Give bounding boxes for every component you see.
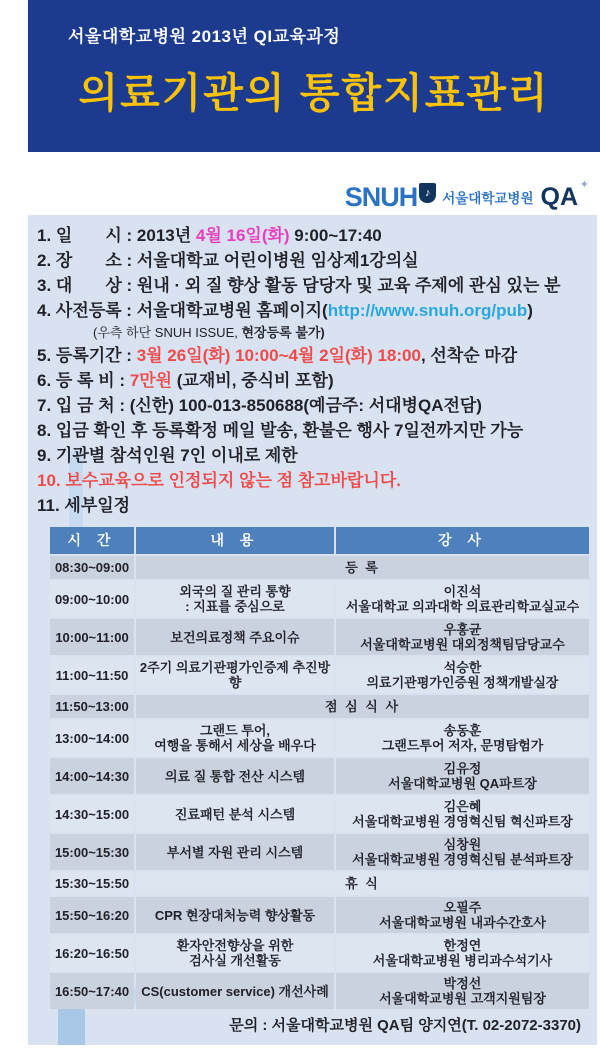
schedule-time: 16:50~17:40 (50, 973, 134, 1009)
schedule-content: 부서별 자원 관리 시스템 (136, 834, 334, 870)
hospital-name-text: 서울대학교병원 (442, 191, 534, 206)
info-segment: 2. 장 소 : 서울대학교 어린이병원 임상제1강의실 (37, 251, 419, 270)
schedule-header-content: 내 용 (136, 527, 334, 554)
info-line (37, 323, 591, 343)
schedule-time: 11:50~13:00 (50, 695, 134, 718)
schedule-row (50, 758, 589, 794)
schedule-row (50, 657, 589, 693)
info-segment: 1. 일 시 : 2013년 (37, 226, 196, 245)
info-segment: 6. 등 록 비 : (37, 371, 130, 390)
info-line (37, 298, 591, 323)
schedule-row (50, 695, 589, 718)
schedule-lecturer: 오필주 서울대학교병원 내과수간호사 (336, 897, 589, 933)
schedule-lecturer: 박정선 서울대학교병원 고객지원팀장 (336, 973, 589, 1009)
schedule-row (50, 581, 589, 617)
schedule-time: 14:30~15:00 (50, 796, 134, 832)
info-segment: 11. 세부일정 (37, 496, 131, 515)
schedule-time: 15:30~15:50 (50, 872, 134, 895)
schedule-time: 13:00~14:00 (50, 720, 134, 756)
schedule-body (50, 556, 589, 1009)
info-segment: (교재비, 중식비 포함) (172, 371, 334, 390)
schedule-row (50, 897, 589, 933)
schedule-lecturer: 이진석 서울대학교 의과대학 의료관리학교실교수 (336, 581, 589, 617)
schedule-row (50, 720, 589, 756)
schedule-lecturer: 한정연 서울대학교병원 병리과수석기사 (336, 935, 589, 971)
info-list (28, 215, 597, 518)
schedule-time: 15:00~15:30 (50, 834, 134, 870)
schedule-header-time: 시 간 (50, 527, 134, 554)
schedule-time: 08:30~09:00 (50, 556, 134, 579)
info-line (37, 248, 591, 273)
schedule-time: 14:00~14:30 (50, 758, 134, 794)
schedule-time: 10:00~11:00 (50, 619, 134, 655)
info-segment: 4월 16일(화) (195, 226, 290, 245)
schedule-lecturer: 김은혜 서울대학교병원 경영혁신팀 혁신파트장 (336, 796, 589, 832)
schedule-table (48, 525, 591, 1011)
schedule-time: 15:50~16:20 (50, 897, 134, 933)
schedule-row (50, 619, 589, 655)
schedule-span-cell: 등 록 (136, 556, 589, 579)
info-segment: 4. 사전등록 : 서울대학교병원 홈페이지( (37, 301, 328, 320)
schedule-row (50, 556, 589, 579)
info-segment: (우측 하단 SNUH ISSUE, (93, 325, 242, 340)
info-line (37, 393, 591, 418)
info-line (37, 443, 591, 468)
info-line (37, 493, 591, 518)
sparkle-icon: ✦ (579, 178, 589, 191)
snuh-shield-icon: ♪ (419, 183, 436, 203)
info-segment: 현장등록 불가) (241, 325, 325, 340)
schedule-content: 진료패턴 분석 시스템 (136, 796, 334, 832)
schedule-content: 의료 질 통합 전산 시스템 (136, 758, 334, 794)
info-line (37, 223, 591, 248)
schedule-time: 09:00~10:00 (50, 581, 134, 617)
schedule-row (50, 872, 589, 895)
schedule-content: CPR 현장대처능력 향상활동 (136, 897, 334, 933)
info-line (37, 343, 591, 368)
info-line (37, 468, 591, 493)
schedule-header-row (50, 527, 589, 554)
info-segment: 9. 기관별 참석인원 7인 이내로 제한 (37, 446, 298, 465)
schedule-time: 16:20~16:50 (50, 935, 134, 971)
schedule-row (50, 935, 589, 971)
schedule-row (50, 834, 589, 870)
info-segment: 3월 26일(화) 10:00~4월 2일(화) 18:00 (136, 346, 421, 365)
schedule-time: 11:00~11:50 (50, 657, 134, 693)
schedule-content: 그랜드 투어, 여행을 통해서 세상을 배우다 (136, 720, 334, 756)
schedule-row (50, 973, 589, 1009)
schedule-lecturer: 심창원 서울대학교병원 경영혁신팀 분석파트장 (336, 834, 589, 870)
course-eyebrow: 서울대학교병원 2013년 QI교육과정 (68, 27, 341, 46)
info-segment: 5. 등록기간 : (37, 346, 137, 365)
schedule-header-lecturer: 강 사 (336, 527, 589, 554)
info-line (37, 368, 591, 393)
info-segment: 9:00~17:40 (289, 226, 382, 245)
snuh-logo-text: SNUH (344, 181, 418, 212)
schedule-content: CS(customer service) 개선사례 (136, 973, 334, 1009)
schedule-content: 외국의 질 관리 통향 : 지표를 중심으로 (136, 581, 334, 617)
info-segment: 8. 입금 확인 후 등록확정 메일 발송, 환불은 행사 7일전까지만 가능 (37, 421, 524, 440)
content-panel (28, 215, 597, 1045)
schedule-content: 2주기 의료기관평가인증제 추진방향 (136, 657, 334, 693)
schedule-row (50, 796, 589, 832)
schedule-content: 환자안전향상을 위한 검사실 개선활동 (136, 935, 334, 971)
header-banner (28, 0, 600, 152)
info-segment: 7만원 (129, 371, 173, 390)
schedule-lecturer: 석승한 의료기관평가인증원 정책개발실장 (336, 657, 589, 693)
info-segment: 7. 입 금 처 : (신한) 100-013-850688(예금주: 서대병QA전담) (37, 396, 482, 415)
schedule-lecturer: 우홍균 서울대학교병원 대외정책팀담당교수 (336, 619, 589, 655)
info-segment: ) (527, 301, 533, 320)
schedule-span-cell: 점 심 식 사 (136, 695, 589, 718)
info-segment: , 선착순 마감 (420, 346, 518, 365)
info-line (37, 273, 591, 298)
schedule-lecturer: 송동훈 그랜드투어 저자, 문명탐험가 (336, 720, 589, 756)
qa-logo-text: QA ✦ (540, 178, 589, 211)
schedule-span-cell: 휴 식 (136, 872, 589, 895)
page-title: 의료기관의 통합지표관리 (78, 70, 550, 116)
schedule-lecturer: 김유정 서울대학교병원 QA파트장 (336, 758, 589, 794)
info-segment: 10. 보수교육으로 인정되지 않는 점 참고바랍니다. (37, 471, 401, 490)
snuh-qa-logo (344, 178, 590, 212)
registration-url-link[interactable]: http://www.snuh.org/pub (327, 301, 528, 320)
info-segment: 3. 대 상 : 원내 · 외 질 향상 활동 담당자 및 교육 주제에 관심 있는 분 (37, 276, 561, 295)
schedule-content: 보건의료정책 주요이슈 (136, 619, 334, 655)
contact-info: 문의 : 서울대학교병원 QA팀 양지연(T. 02-2072-3370) (229, 1017, 581, 1034)
info-line (37, 418, 591, 443)
